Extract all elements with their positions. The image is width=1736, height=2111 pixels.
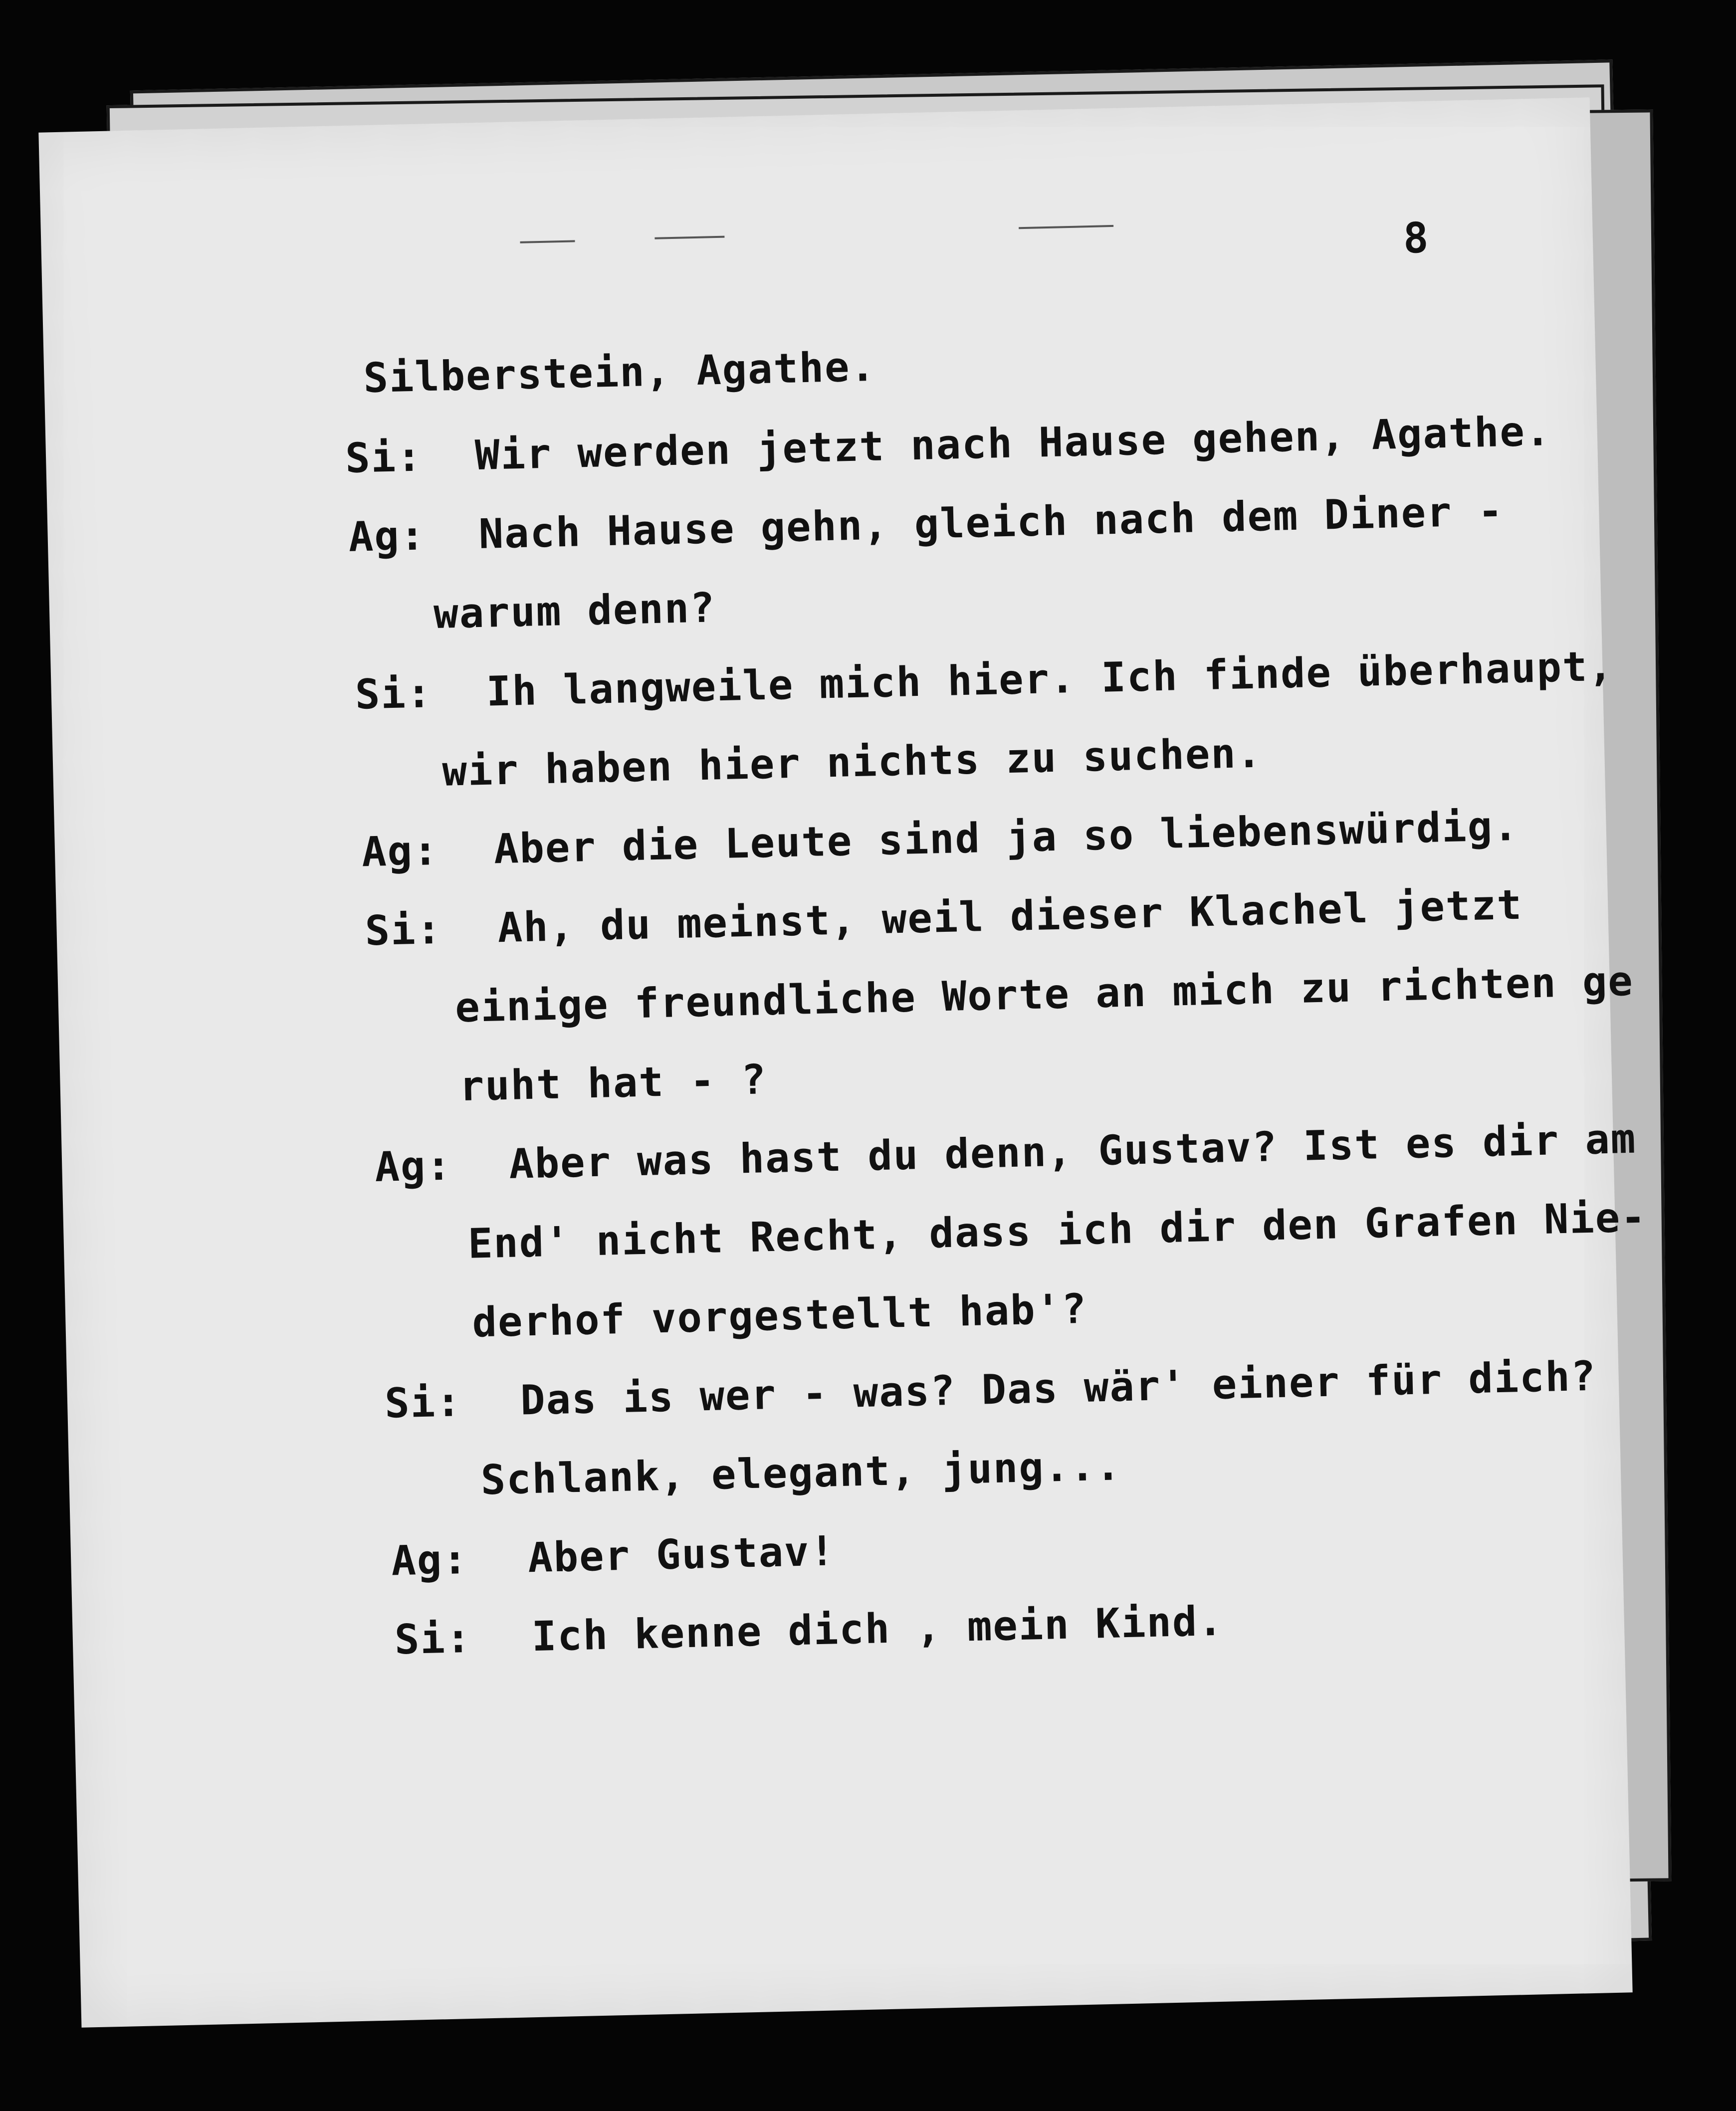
speaker-label: Ag:	[361, 827, 439, 876]
dialogue-line: Aber die Leute sind ja so liebenswürdig.	[493, 802, 1519, 873]
dialogue-line: warum denn?	[433, 584, 716, 638]
dialogue-line: Ich kenne dich , mein Kind.	[531, 1597, 1224, 1661]
dialogue-line: End' nicht Recht, dass ich dir den Grafen Nie-	[467, 1194, 1647, 1268]
speaker-label: Si:	[394, 1614, 472, 1664]
dialogue-line: Nach Hause gehn, gleich nach dem Diner -	[478, 487, 1505, 558]
page-number: 8	[1402, 213, 1429, 263]
dialogue-line: Ah, du meinst, weil dieser Klachel jetzt	[497, 881, 1523, 952]
dialogue-line: Das is wer - was? Das wär' einer für dich?	[520, 1352, 1597, 1425]
scene-header: Silberstein, Agathe.	[363, 343, 876, 403]
speaker-label: Ag:	[391, 1535, 469, 1585]
speaker-label: Si:	[384, 1378, 462, 1428]
dialogue-line: Aber was hast du denn, Gustav? Ist es dir am	[508, 1115, 1637, 1188]
speaker-label: Ag:	[348, 512, 427, 561]
dialogue-line: Ih langweile mich hier. Ich finde überhaupt,	[485, 642, 1614, 716]
dialogue-line: Wir werden jetzt nach Hause gehen, Agathe.	[474, 408, 1552, 480]
rule-mark	[1019, 225, 1113, 229]
dialogue-line: Aber Gustav!	[527, 1527, 836, 1582]
dialogue-line: derhof vorgestellt hab'?	[471, 1285, 1088, 1347]
dialogue-line: einige freundliche Worte an mich zu richten ge	[454, 957, 1634, 1032]
typewritten-page	[38, 97, 1647, 2028]
rule-mark	[520, 240, 575, 243]
dialogue-line: ruht hat - ?	[458, 1056, 768, 1111]
speaker-label: Si:	[354, 669, 433, 719]
speaker-label: Si:	[345, 433, 423, 482]
dialogue-line: wir haben hier nichts zu suchen.	[441, 729, 1263, 796]
dialogue-line: Schlank, elegant, jung...	[480, 1442, 1122, 1504]
speaker-label: Ag:	[374, 1142, 452, 1191]
rule-mark	[654, 236, 724, 239]
speaker-label: Si:	[364, 905, 442, 955]
